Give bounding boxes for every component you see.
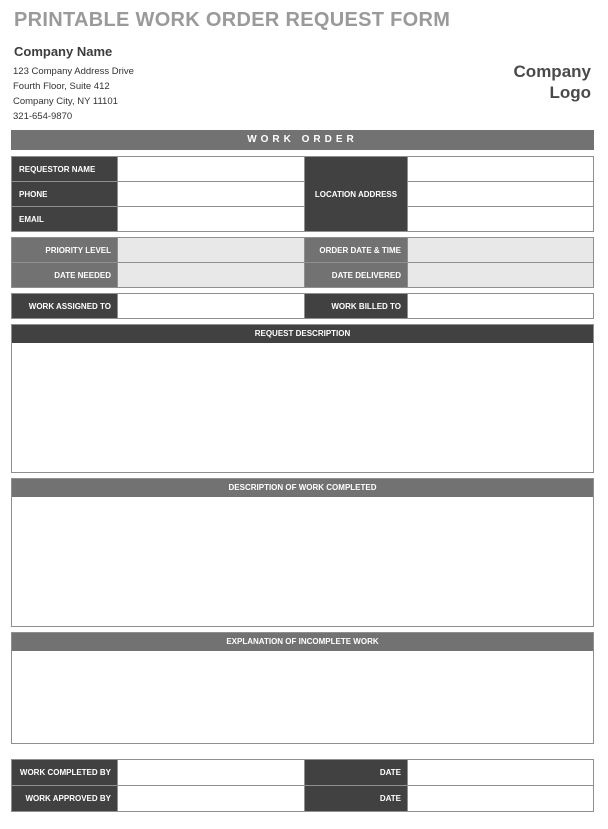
company-name: Company Name [14,44,113,59]
explanation-incomplete-section [11,632,594,744]
logo-line-2: Logo [549,83,591,102]
address-line-3: Company City, NY 11101 [13,96,118,107]
signoff-section [11,759,594,812]
date-needed-label: DATE NEEDED [12,263,118,287]
logo-line-1: Company [513,62,591,81]
email-field[interactable] [118,207,305,231]
form-title: PRINTABLE WORK ORDER REQUEST FORM [14,9,451,31]
address-line-1: 123 Company Address Drive [13,66,134,77]
requestor-name-label: REQUESTOR NAME [12,157,118,182]
address-line-2: Fourth Floor, Suite 412 [13,81,110,92]
date-delivered-label: DATE DELIVERED [305,263,408,287]
location-address-field-1[interactable] [408,157,593,182]
work-billed-to-label: WORK BILLED TO [305,294,408,318]
approved-date-label: DATE [305,786,408,811]
assignment-section [11,293,594,319]
completed-date-label: DATE [305,760,408,786]
work-order-header: WORK ORDER [11,130,594,150]
approved-date-field[interactable] [408,786,593,811]
explanation-incomplete-header: EXPLANATION OF INCOMPLETE WORK [12,633,593,651]
dates-section [11,237,594,288]
order-date-time-label: ORDER DATE & TIME [305,238,408,263]
date-needed-field[interactable] [118,263,305,287]
location-address-field-2[interactable] [408,182,593,207]
email-label: EMAIL [12,207,118,231]
priority-level-field[interactable] [118,238,305,263]
request-description-section [11,324,594,473]
work-completed-by-field[interactable] [118,760,305,786]
requestor-name-field[interactable] [118,157,305,182]
work-billed-to-field[interactable] [408,294,593,318]
completed-date-field[interactable] [408,760,593,786]
work-approved-by-label: WORK APPROVED BY [12,786,118,811]
request-description-header: REQUEST DESCRIPTION [12,325,593,343]
requestor-section [11,156,594,232]
location-address-label: LOCATION ADDRESS [305,157,408,231]
company-phone: 321-654-9870 [13,111,73,122]
work-completed-by-label: WORK COMPLETED BY [12,760,118,786]
request-description-textarea[interactable] [12,343,593,472]
work-approved-by-field[interactable] [118,786,305,811]
company-logo [514,61,591,103]
priority-level-label: PRIORITY LEVEL [12,238,118,263]
work-assigned-to-label: WORK ASSIGNED TO [12,294,118,318]
description-completed-header: DESCRIPTION OF WORK COMPLETED [12,479,593,497]
location-address-field-3[interactable] [408,207,593,231]
work-assigned-to-field[interactable] [118,294,305,318]
phone-field[interactable] [118,182,305,207]
date-delivered-field[interactable] [408,263,593,287]
phone-label: PHONE [12,182,118,207]
description-completed-section [11,478,594,627]
explanation-incomplete-textarea[interactable] [12,651,593,743]
order-date-time-field[interactable] [408,238,593,263]
description-completed-textarea[interactable] [12,497,593,626]
